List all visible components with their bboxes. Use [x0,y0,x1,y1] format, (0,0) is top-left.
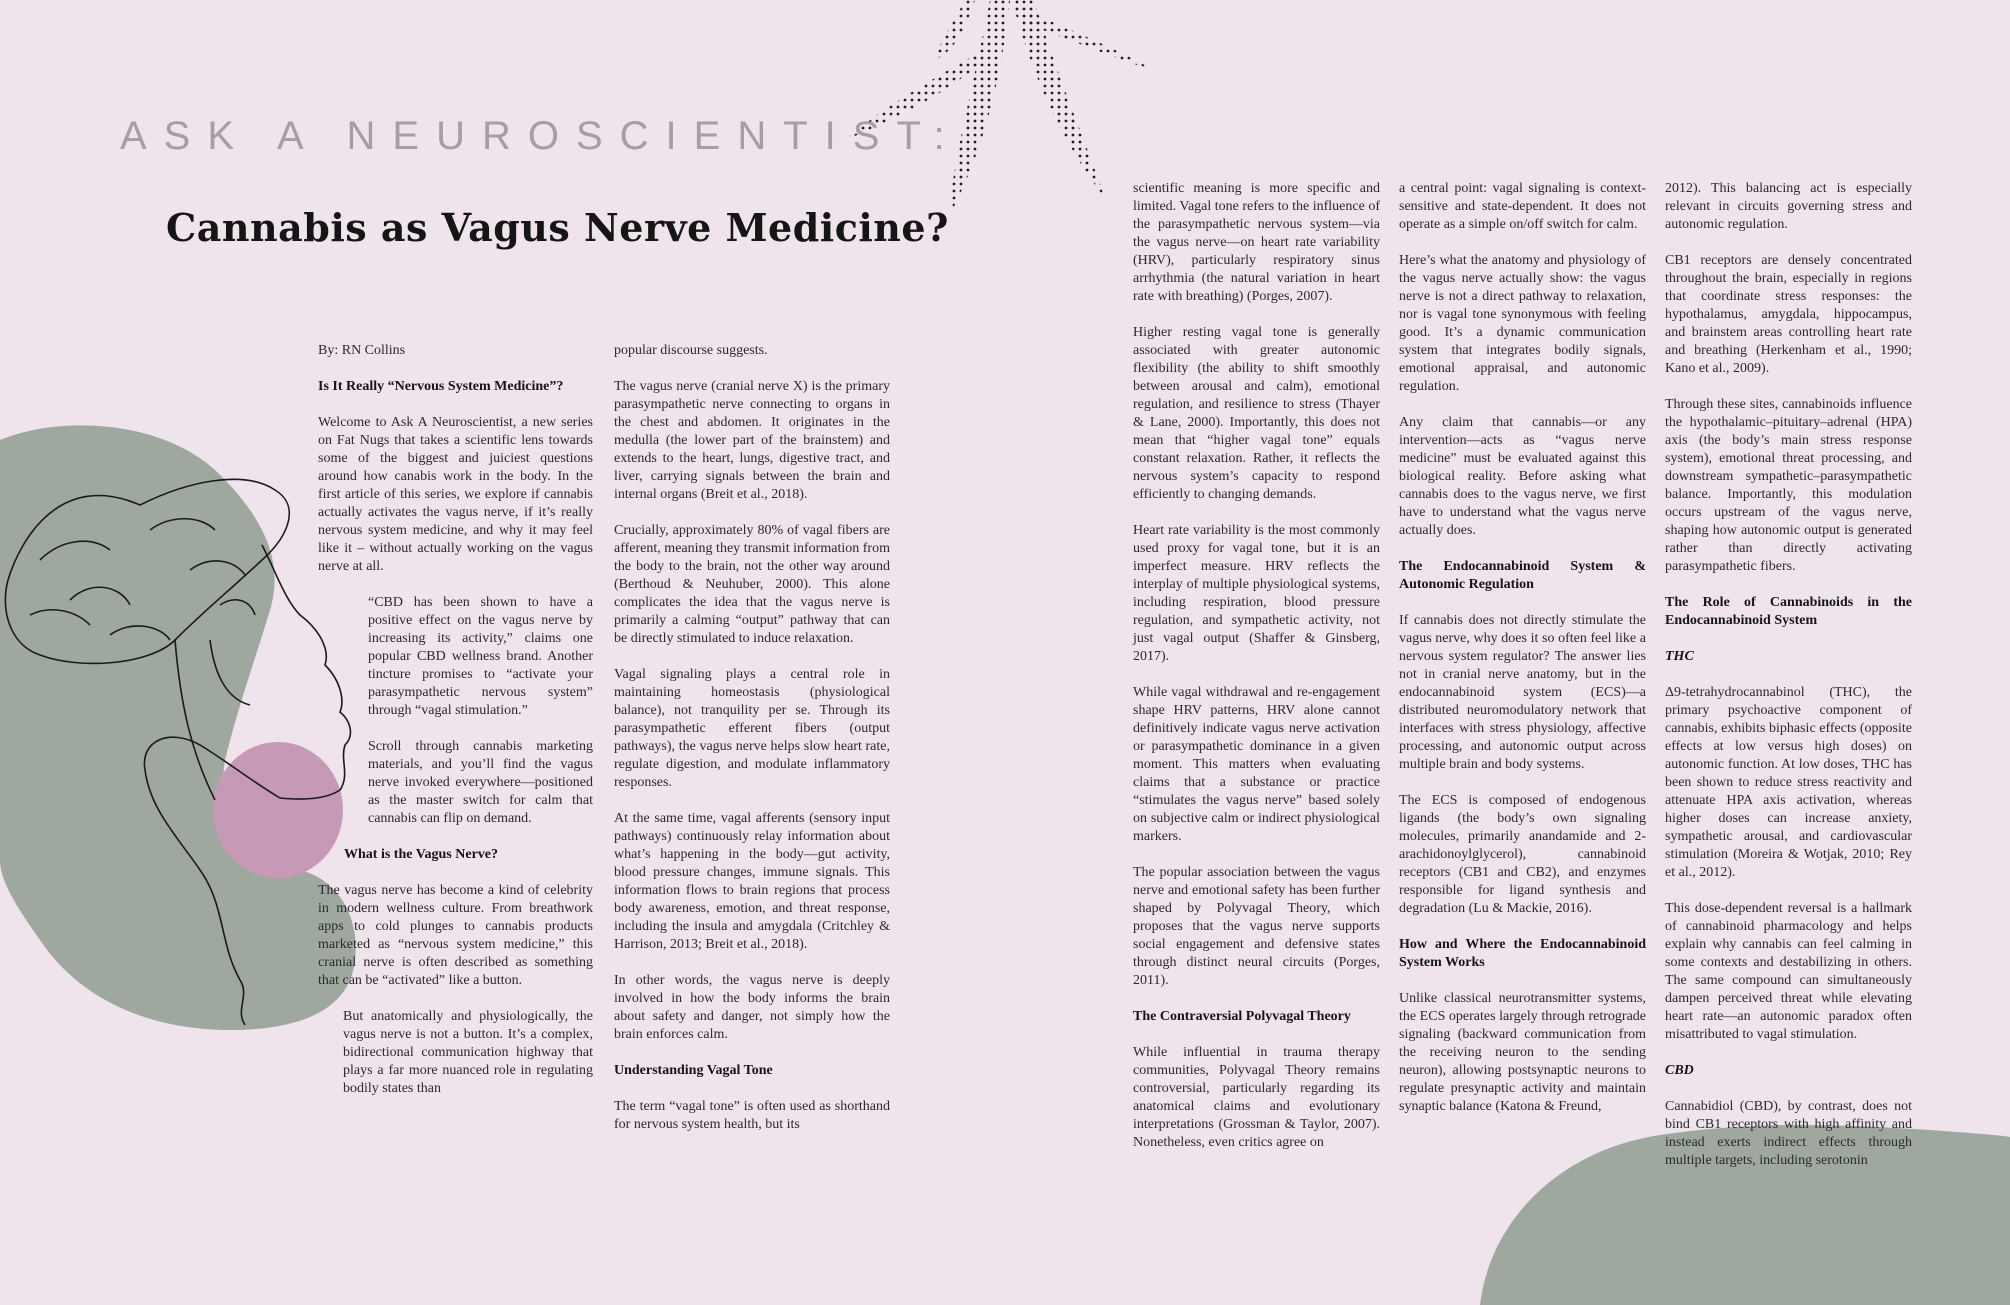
section-heading: The Role of Cannabinoids in the Endocannabinoid System [1665,595,1912,628]
paragraph: In other words, the vagus nerve is deeply involved in how the body informs the brain about safety and danger, not simply how the brain enforces calm. [614,973,890,1042]
paragraph: At the same time, vagal afferents (sensory input pathways) continuously relay information about what’s happening in the body—gut activity, blood pressure changes, immune signals. This information flows to brain regions that process body awareness, emotion, and threat response, including the insula and amygdala (Critchley & Harrison, 2013; Breit et al., 2018). [614,811,890,952]
paragraph: Unlike classical neurotransmitter systems, the ECS operates largely through retrograde signaling (backward communication from the receiving neuron to the sending neuron), allowing postsynaptic neurons to regulate presynaptic activity and maintain synaptic balance (Katona & Freund, [1399,991,1646,1114]
paragraph: Heart rate variability is the most commonly used proxy for vagal tone, but it is an imperfect measure. HRV reflects the interplay of multiple physiological systems, including respiration, blood pressure regulation, and sympathetic activity, not just vagal output (Shaffer & Ginsberg, 2017). [1133,523,1380,664]
paragraph: The popular association between the vagus nerve and emotional safety has been further shaped by Polyvagal Theory, which proposes that the vagus nerve supports social engagement and defensive states through distinct neural circuits (Porges, 2011). [1133,865,1380,988]
paragraph: The vagus nerve has become a kind of celebrity in modern wellness culture. From breathwork apps to cold plunges to cannabis products marketed as “nervous system medicine,” this cranial nerve is often described as something that can be “activated” like a button. [318,883,593,988]
paragraph: Through these sites, cannabinoids influence the hypothalamic–pituitary–adrenal (HPA) axis (the body’s main stress response system), emotional threat processing, and downstream sympathetic–parasympathetic balance. Importantly, this modulation occurs upstream of the vagus nerve, shaping how autonomic output is generated rather than directly activating parasympathetic fibers. [1665,397,1912,574]
subsection-heading: CBD [1665,1063,1694,1078]
paragraph: But anatomically and physiologically, the vagus nerve is not a button. It’s a complex, bidirectional communication highway that plays a far more nuanced role in regulating bodily states than [343,1009,593,1096]
paragraph: scientific meaning is more specific and limited. Vagal tone refers to the influence of the parasympathetic nervous system—via the vagus nerve—on heart rate variability (HRV), particularly respiratory sinus arrhythmia (the natural variation in heart rate with breathing) (Porges, 2007). [1133,181,1380,304]
section-heading: What is the Vagus Nerve? [344,847,499,862]
paragraph: CB1 receptors are densely concentrated throughout the brain, especially in regions that coordinate stress responses: the hypothalamus, amygdala, hippocampus, and brainstem areas controlling heart rate and breathing (Herkenham et al., 1990; Kano et al., 2009). [1665,253,1912,376]
paragraph: popular discourse suggests. [614,343,768,358]
column-1 [318,342,593,1116]
paragraph: 2012). This balancing act is especially relevant in circuits governing stress and autonomic regulation. [1665,181,1912,232]
section-heading: Understanding Vagal Tone [614,1063,773,1078]
paragraph: The ECS is composed of endogenous ligands (the body’s own signaling molecules, primarily anandamide and 2-arachidonoylglycerol), cannabinoid receptors (CB1 and CB2), and enzymes responsible for ligand synthesis and degradation (Lu & Mackie, 2016). [1399,793,1646,916]
paragraph: The vagus nerve (cranial nerve X) is the primary parasympathetic nerve connecting to organs in the chest and abdomen. It originates in the medulla (the lower part of the brainstem) and extends to the heart, lungs, digestive tract, and liver, carrying signals between the brain and internal organs (Breit et al., 2018). [614,379,890,502]
paragraph: Vagal signaling plays a central role in maintaining homeostasis (physiological balance), not tranquility per se. Through its parasympathetic efferent fibers (output pathways), the vagus nerve helps slow heart rate, regulate digestion, and modulate inflammatory responses. [614,667,890,790]
column-4 [1399,180,1646,1134]
byline: By: RN Collins [318,343,406,358]
section-heading: The Contraversial Polyvagal Theory [1133,1009,1351,1024]
paragraph: Here’s what the anatomy and physiology of the vagus nerve actually show: the vagus nerve is not a direct pathway to relaxation, nor is vagal tone synonymous with feeling good. It’s a dynamic communication system that integrates bodily signals, emotional appraisal, and autonomic regulation. [1399,253,1646,394]
column-2 [614,342,890,1152]
subsection-heading: THC [1665,649,1694,664]
paragraph: While vagal withdrawal and re-engagement shape HRV patterns, HRV alone cannot definitively indicate vagus nerve activation or parasympathetic dominance in a given moment. This matters when evaluating claims that a substance or practice “stimulates the vagus nerve” based solely on subjective calm or indirect physiological markers. [1133,685,1380,844]
paragraph: Δ9-tetrahydrocannabinol (THC), the primary psychoactive component of cannabis, exhibits biphasic effects (opposite effects at low versus high doses) on autonomic function. At low doses, THC has been shown to reduce stress reactivity and attenuate HPA axis activation, whereas higher doses can increase anxiety, sympathetic arousal, and cardiovascular stimulation (Moreira & Wotjak, 2010; Rey et al., 2012). [1665,685,1912,880]
section-heading: Is It Really “Nervous System Medicine”? [318,379,564,394]
paragraph: a central point: vagal signaling is context-sensitive and state-dependent. It does not operate as a simple on/off switch for calm. [1399,181,1646,232]
article-title: Cannabis as Vagus Nerve Medicine? [166,205,949,250]
section-heading: How and Where the Endocannabinoid System Works [1399,937,1646,970]
paragraph: This dose-dependent reversal is a hallmark of cannabinoid pharmacology and helps explain why cannabis can feel calming in some contexts and destabilizing in others. The same compound can simultaneously dampen perceived threat while elevating heart rate—an autonomic paradox often misattributed to vagal stimulation. [1665,901,1912,1042]
section-heading: The Endocannabinoid System & Autonomic Regulation [1399,559,1646,592]
pull-quote: “CBD has been shown to have a positive effect on the vagus nerve by increasing its activity,” claims one popular CBD wellness brand. Another tincture promises to “activate your parasympathetic nervous system” through “vagal stimulation.” [368,595,593,718]
paragraph: Crucially, approximately 80% of vagal fibers are afferent, meaning they transmit information from the body to the brain, not the other way around (Berthoud & Neuhuber, 2000). This alone complicates the idea that the vagus nerve is primarily a calming “output” pathway that can be directly stimulated to induce relaxation. [614,523,890,646]
paragraph: Welcome to Ask A Neuroscientist, a new series on Fat Nugs that takes a scientific lens towards some of the biggest and juiciest questions around how canabis work in the body. In the first article of this series, we explore if cannabis actually activates the vagus nerve, if it’s really nervous system medicine, and why it may feel like it – without actually working on the vagus nerve at all. [318,415,593,574]
sage-blob-left [0,425,356,1030]
cannabis-leaf-icon [845,0,1153,218]
paragraph: While influential in trauma therapy communities, Polyvagal Theory remains controversial, particularly regarding its anatomical claims and evolutionary interpretations (Grossman & Taylor, 2007). Nonetheless, even critics agree on [1133,1045,1380,1150]
column-5 [1665,180,1912,1188]
paragraph: The term “vagal tone” is often used as shorthand for nervous system health, but its [614,1099,890,1132]
paragraph: Higher resting vagal tone is generally associated with greater autonomic flexibility (the ability to shift smoothly between arousal and calm), emotional regulation, and resilience to stress (Thayer & Lane, 2000). Importantly, this does not mean that “higher vagal tone” equals constant relaxation. Rather, it reflects the nervous system’s capacity to respond efficiently to changing demands. [1133,325,1380,502]
column-3 [1133,180,1380,1170]
paragraph: Scroll through cannabis marketing materials, and you’ll find the vagus nerve invoked everywhere—positioned as the master switch for calm that cannabis can flip on demand. [368,739,593,826]
series-kicker: ASK A NEUROSCIENTIST: [120,114,962,158]
paragraph: Cannabidiol (CBD), by contrast, does not bind CB1 receptors with high affinity and instead exerts indirect effects through multiple targets, including serotonin [1665,1099,1912,1168]
paragraph: If cannabis does not directly stimulate the vagus nerve, why does it so often feel like a nervous system regulator? The answer lies not in cranial nerve anatomy, but in the endocannabinoid system (ECS)—a distributed neuromodulatory network that interfaces with stress physiology, affective processing, and autonomic output across multiple brain and body systems. [1399,613,1646,772]
paragraph: Any claim that cannabis—or any intervention—acts as “vagus nerve medicine” must be evaluated against this biological reality. Before asking what cannabis does to the vagus nerve, we first have to understand what the vagus nerve actually does. [1399,415,1646,538]
